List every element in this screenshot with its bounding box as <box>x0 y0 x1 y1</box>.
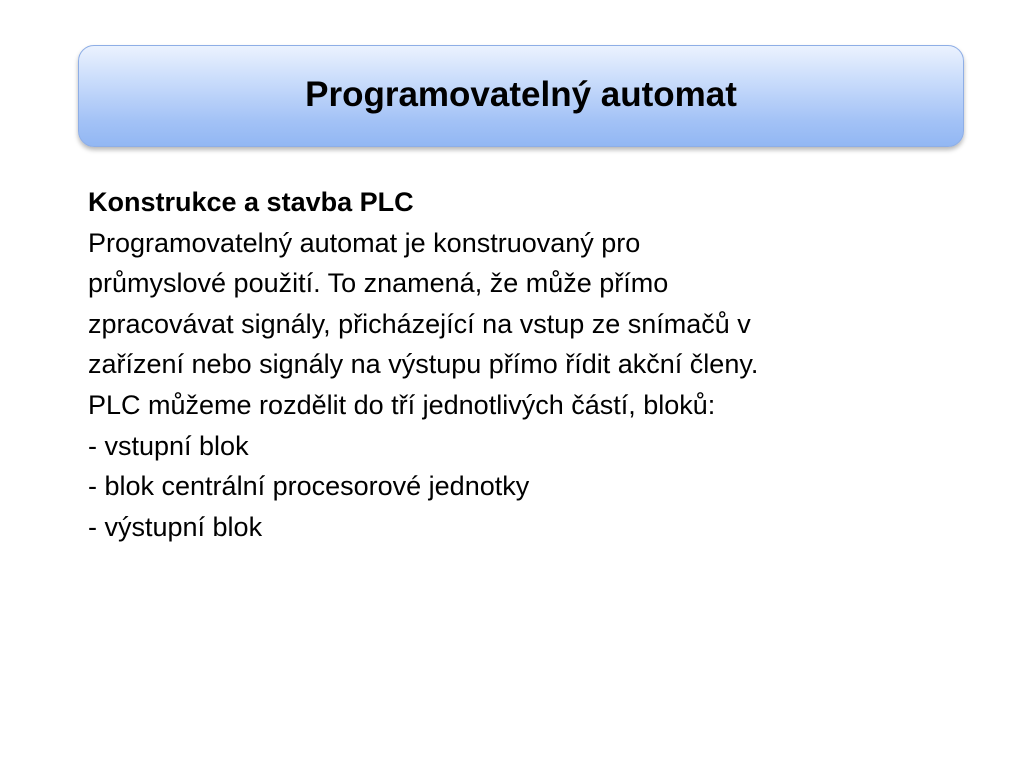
list-item-cpu-block: - blok centrální procesorové jednotky <box>88 471 530 502</box>
body-line: zpracovávat signály, přicházející na vstup ze snímačů v <box>88 308 751 339</box>
body-line: zařízení nebo signály na výstupu přímo řídit akční členy. <box>88 349 759 380</box>
list-item-input-block: - vstupní blok <box>88 430 249 461</box>
body-line: Programovatelný automat je konstruovaný pro <box>88 227 641 258</box>
body-line: PLC můžeme rozdělit do tří jednotlivých částí, bloků: <box>88 389 716 420</box>
title-banner <box>78 45 964 147</box>
list-item-output-block: - výstupní blok <box>88 511 263 542</box>
body-line: průmyslové použití. To znamená, že může přímo <box>88 268 669 299</box>
slide-title: Programovatelný automat <box>305 75 737 114</box>
section-heading: Konstrukce a stavba PLC <box>88 187 414 217</box>
slide-content <box>88 182 968 547</box>
